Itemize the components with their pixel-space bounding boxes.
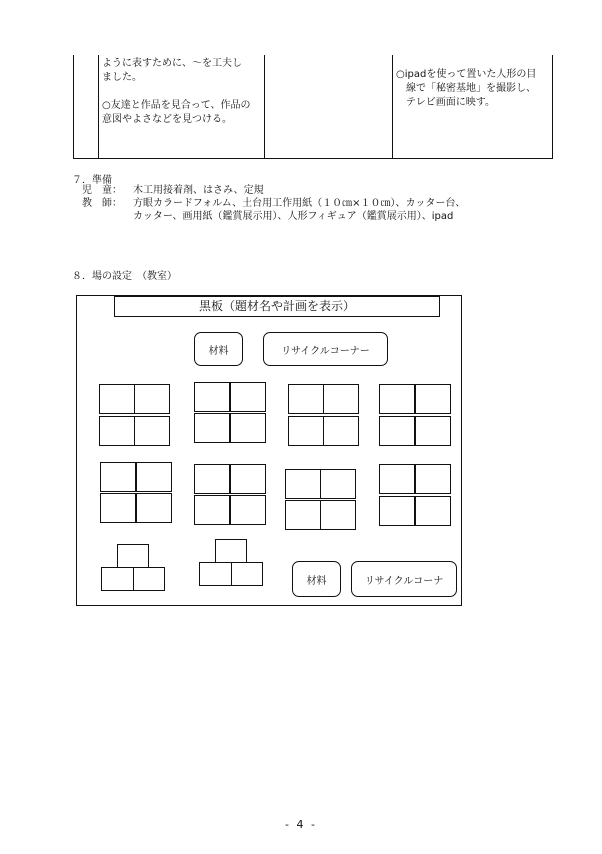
desk bbox=[230, 413, 266, 443]
section-7-title: ７．準備 bbox=[72, 175, 112, 186]
table-border bbox=[264, 55, 265, 159]
desk bbox=[100, 493, 136, 523]
desk bbox=[285, 469, 321, 499]
desk bbox=[194, 382, 230, 412]
desk bbox=[194, 495, 230, 525]
desk bbox=[117, 544, 149, 568]
desk bbox=[134, 384, 170, 414]
desk bbox=[323, 416, 359, 446]
prep-teacher-items-2: カッター、画用紙（鑑賞展示用）、人形フィギュア（鑑賞展示用）、ipad bbox=[133, 211, 454, 222]
table-cell-activity: ように表すために、～を工夫し ました。 ○友達と作品を見合って、作品の 意図やよさなどを見つける。 bbox=[102, 58, 251, 125]
prep-teacher-items-1: 方眼カラードフォルム、土台用工作用紙（１０㎝×１０㎝）、カッター台、 bbox=[133, 198, 466, 209]
desk bbox=[415, 416, 451, 446]
desk bbox=[199, 562, 232, 586]
desk bbox=[100, 462, 136, 492]
desk bbox=[288, 416, 324, 446]
desk bbox=[194, 464, 230, 494]
desk bbox=[320, 469, 356, 499]
desk bbox=[415, 496, 451, 526]
prep-children-items: 木工用接着剤、はさみ、定規 bbox=[133, 185, 264, 196]
desk bbox=[230, 495, 266, 525]
desk bbox=[134, 416, 170, 446]
table-border bbox=[98, 55, 99, 159]
desk bbox=[320, 500, 356, 530]
desk bbox=[133, 567, 165, 591]
desk bbox=[379, 384, 415, 414]
section-8-title: ８．場の設定 （教室） bbox=[72, 271, 177, 282]
recycle-corner-bottom: リサイクルコーナ bbox=[351, 561, 457, 597]
desk bbox=[379, 496, 415, 526]
table-border bbox=[392, 55, 393, 159]
materials-area-top: 材料 bbox=[194, 332, 243, 366]
desk bbox=[323, 384, 359, 414]
desk bbox=[285, 500, 321, 530]
desk bbox=[194, 413, 230, 443]
desk bbox=[230, 382, 266, 412]
recycle-corner-top: リサイクルコーナー bbox=[263, 332, 388, 366]
desk bbox=[230, 464, 266, 494]
desk bbox=[101, 567, 134, 591]
desk bbox=[99, 416, 135, 446]
desk bbox=[379, 464, 415, 494]
prep-teacher-label: 教 師： bbox=[82, 198, 122, 209]
table-cell-support: ○ipadを使って置いた人形の目 線で「秘密基地」を撮影し、 テレビ画面に映す。 bbox=[396, 69, 537, 108]
desk bbox=[288, 384, 324, 414]
blackboard: 黒板（題材名や計画を表示） bbox=[114, 296, 440, 317]
desk bbox=[415, 464, 451, 494]
desk bbox=[379, 416, 415, 446]
desk bbox=[415, 384, 451, 414]
materials-area-bottom: 材料 bbox=[292, 561, 341, 597]
desk bbox=[99, 384, 135, 414]
table-border-right bbox=[552, 55, 553, 159]
desk bbox=[231, 562, 263, 586]
table-border-left bbox=[73, 55, 74, 159]
page-number: - 4 - bbox=[285, 818, 317, 831]
desk bbox=[215, 539, 247, 563]
table-border-bottom bbox=[73, 158, 553, 159]
desk bbox=[136, 493, 172, 523]
prep-children-label: 児 童： bbox=[82, 185, 122, 196]
desk bbox=[136, 462, 172, 492]
